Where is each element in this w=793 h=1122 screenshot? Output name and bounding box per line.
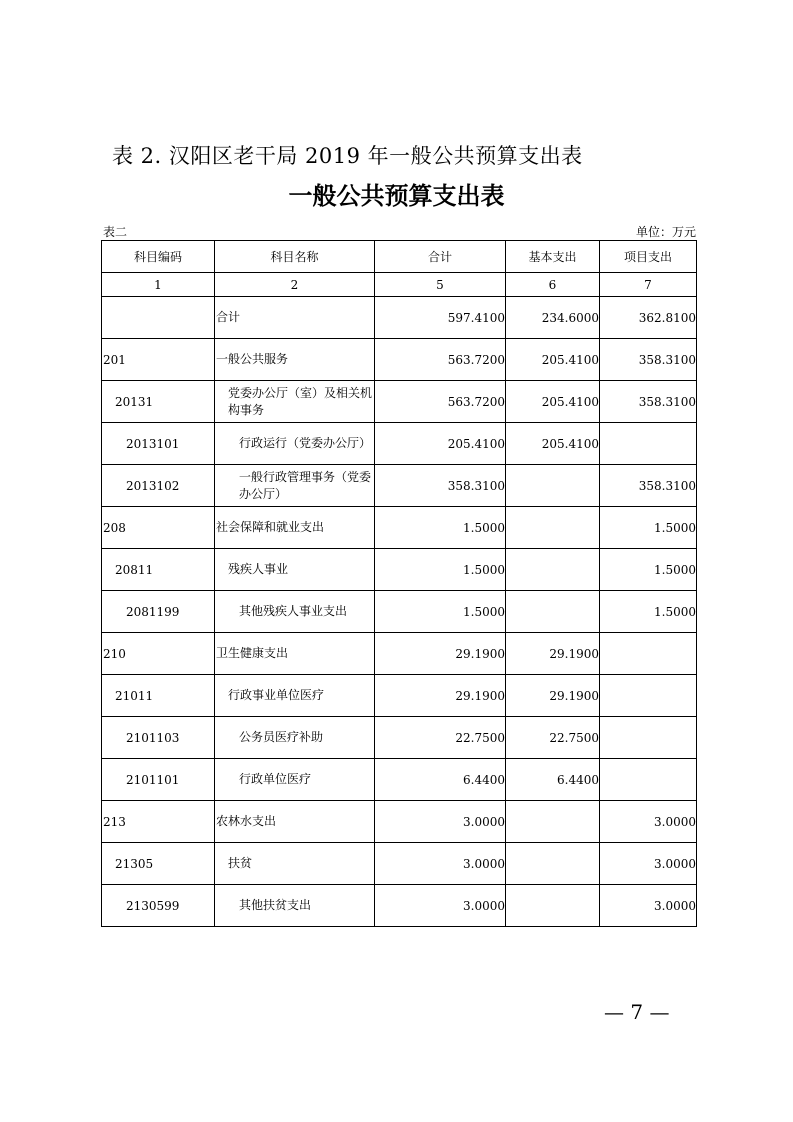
- total-amount: 29.1900: [375, 633, 506, 675]
- table-row: [102, 591, 697, 633]
- subject-code: 208: [102, 507, 215, 549]
- subject-code: 21011: [102, 675, 215, 717]
- subject-code: 20131: [102, 381, 215, 423]
- basic-amount: 22.7500: [506, 717, 600, 759]
- column-index: 5: [375, 273, 506, 297]
- table-row: [102, 675, 697, 717]
- table-row: [102, 843, 697, 885]
- project-amount: [600, 717, 697, 759]
- column-index-row: [102, 273, 697, 297]
- basic-amount: 205.4100: [506, 423, 600, 465]
- subject-code: 2013101: [102, 423, 215, 465]
- basic-amount: 29.1900: [506, 633, 600, 675]
- total-amount: 1.5000: [375, 591, 506, 633]
- project-amount: 1.5000: [600, 549, 697, 591]
- project-amount: 3.0000: [600, 843, 697, 885]
- total-amount: 597.4100: [375, 297, 506, 339]
- document-title: 表 2. 汉阳区老干局 2019 年一般公共预算支出表: [112, 144, 583, 168]
- project-amount: 3.0000: [600, 885, 697, 927]
- project-amount: 3.0000: [600, 801, 697, 843]
- table-row: [102, 633, 697, 675]
- total-amount: 29.1900: [375, 675, 506, 717]
- project-amount: 1.5000: [600, 507, 697, 549]
- subject-name: 一般公共服务: [215, 339, 375, 381]
- subject-code: 201: [102, 339, 215, 381]
- subject-name: 社会保障和就业支出: [215, 507, 375, 549]
- basic-amount: 205.4100: [506, 381, 600, 423]
- total-amount: 3.0000: [375, 885, 506, 927]
- budget-expenditure-table: [101, 240, 697, 927]
- table-row-total: [102, 297, 697, 339]
- project-amount: [600, 759, 697, 801]
- subject-code: 210: [102, 633, 215, 675]
- column-header-name: 科目名称: [215, 241, 375, 273]
- table-row: [102, 465, 697, 507]
- subject-name: 行政单位医疗: [215, 759, 375, 801]
- basic-amount: [506, 507, 600, 549]
- header-row: [102, 241, 697, 273]
- subject-code: 20811: [102, 549, 215, 591]
- subject-name: 卫生健康支出: [215, 633, 375, 675]
- subject-code: 2013102: [102, 465, 215, 507]
- total-amount: 563.7200: [375, 381, 506, 423]
- project-amount: 358.3100: [600, 381, 697, 423]
- unit-label: 单位：万元: [635, 225, 696, 239]
- table-row: [102, 801, 697, 843]
- column-index: 1: [102, 273, 215, 297]
- subject-name: 其他残疾人事业支出: [215, 591, 375, 633]
- subject-name: 一般行政管理事务（党委办公厅）: [215, 465, 375, 507]
- table-title: 一般公共预算支出表: [288, 182, 505, 210]
- subject-name: 农林水支出: [215, 801, 375, 843]
- table-row: [102, 717, 697, 759]
- project-amount: [600, 675, 697, 717]
- table-row: [102, 507, 697, 549]
- column-header-total: 合计: [375, 241, 506, 273]
- table-label: 表二: [103, 225, 128, 239]
- column-index: 2: [215, 273, 375, 297]
- basic-amount: 205.4100: [506, 339, 600, 381]
- subject-code: 21305: [102, 843, 215, 885]
- column-index: 6: [506, 273, 600, 297]
- basic-amount: [506, 591, 600, 633]
- subject-name: 公务员医疗补助: [215, 717, 375, 759]
- project-amount: 1.5000: [600, 591, 697, 633]
- subject-name: 残疾人事业: [215, 549, 375, 591]
- project-amount: 362.8100: [600, 297, 697, 339]
- subject-name: 党委办公厅（室）及相关机构事务: [215, 381, 375, 423]
- basic-amount: 6.4400: [506, 759, 600, 801]
- subject-code: 213: [102, 801, 215, 843]
- total-amount: 3.0000: [375, 801, 506, 843]
- subject-code: 2101103: [102, 717, 215, 759]
- total-amount: 1.5000: [375, 507, 506, 549]
- basic-amount: 234.6000: [506, 297, 600, 339]
- total-amount: 22.7500: [375, 717, 506, 759]
- project-amount: 358.3100: [600, 465, 697, 507]
- subject-code: [102, 297, 215, 339]
- table-row: [102, 381, 697, 423]
- subject-code: 2130599: [102, 885, 215, 927]
- total-amount: 1.5000: [375, 549, 506, 591]
- column-header-basic: 基本支出: [506, 241, 600, 273]
- subject-name: 合计: [215, 297, 375, 339]
- total-amount: 563.7200: [375, 339, 506, 381]
- basic-amount: 29.1900: [506, 675, 600, 717]
- project-amount: [600, 423, 697, 465]
- basic-amount: [506, 801, 600, 843]
- total-amount: 6.4400: [375, 759, 506, 801]
- total-amount: 3.0000: [375, 843, 506, 885]
- table-row: [102, 549, 697, 591]
- subject-code: 2081199: [102, 591, 215, 633]
- column-index: 7: [600, 273, 697, 297]
- table-row: [102, 423, 697, 465]
- table-row: [102, 339, 697, 381]
- basic-amount: [506, 885, 600, 927]
- total-amount: 205.4100: [375, 423, 506, 465]
- page-number: — 7 —: [604, 1000, 670, 1024]
- basic-amount: [506, 843, 600, 885]
- subject-name: 其他扶贫支出: [215, 885, 375, 927]
- table-row: [102, 759, 697, 801]
- basic-amount: [506, 465, 600, 507]
- subject-code: 2101101: [102, 759, 215, 801]
- project-amount: [600, 633, 697, 675]
- project-amount: 358.3100: [600, 339, 697, 381]
- subject-name: 行政运行（党委办公厅）: [215, 423, 375, 465]
- column-header-project: 项目支出: [600, 241, 697, 273]
- total-amount: 358.3100: [375, 465, 506, 507]
- subject-name: 行政事业单位医疗: [215, 675, 375, 717]
- subject-name: 扶贫: [215, 843, 375, 885]
- table-row: [102, 885, 697, 927]
- basic-amount: [506, 549, 600, 591]
- column-header-code: 科目编码: [102, 241, 215, 273]
